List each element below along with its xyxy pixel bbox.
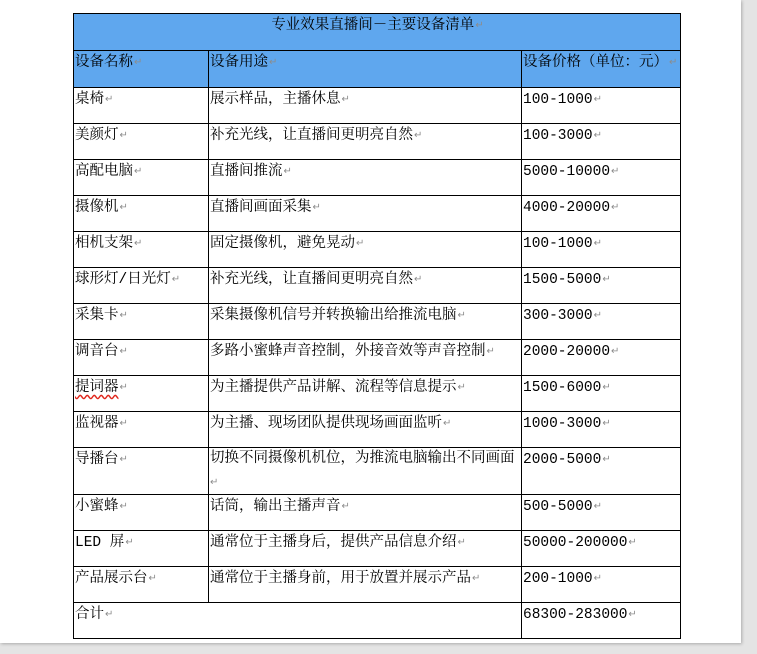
cell-purpose[interactable]	[209, 232, 522, 268]
cell-text: 导播台 ↵	[75, 452, 128, 468]
cell-purpose[interactable]	[209, 531, 522, 567]
cell-text: 100-1000 ↵	[523, 92, 602, 108]
cell-price[interactable]	[522, 304, 681, 340]
header-cell-price[interactable]	[522, 51, 681, 88]
cell-text: 直播间画面采集 ↵	[210, 200, 321, 216]
cell-text: 摄像机 ↵	[75, 200, 128, 216]
equipment-table	[73, 13, 681, 639]
cell-text: 为主播、现场团队提供现场画面监听 ↵	[210, 416, 451, 432]
cell-purpose[interactable]	[209, 88, 522, 124]
cell-purpose[interactable]	[209, 448, 522, 495]
cell-purpose[interactable]	[209, 160, 522, 196]
header-text: 设备价格（单位：元） ↵	[523, 55, 677, 71]
cell-text: 通常位于主播身后，提供产品信息介绍 ↵	[210, 535, 466, 551]
cell-text: 5000-10000 ↵	[523, 164, 619, 180]
cell-text: 小蜜蜂 ↵	[75, 499, 128, 515]
cell-equipment-name[interactable]	[74, 124, 209, 160]
cell-purpose[interactable]	[209, 340, 522, 376]
total-label: 合计 ↵	[75, 607, 113, 623]
table-row	[74, 124, 681, 160]
cell-text: 直播间推流 ↵	[210, 164, 292, 180]
table-row	[74, 268, 681, 304]
table-row	[74, 340, 681, 376]
header-row	[74, 51, 681, 88]
table-row	[74, 412, 681, 448]
table-row	[74, 376, 681, 412]
cell-text: 球形灯/日光灯 ↵	[75, 272, 180, 288]
cell-price[interactable]	[522, 340, 681, 376]
cell-equipment-name[interactable]	[74, 196, 209, 232]
table-row	[74, 196, 681, 232]
cell-text: 4000-20000 ↵	[523, 200, 619, 216]
table-row	[74, 448, 681, 495]
cell-price[interactable]	[522, 124, 681, 160]
cell-text: LED 屏 ↵	[75, 535, 134, 551]
cell-equipment-name[interactable]	[74, 412, 209, 448]
cell-equipment-name[interactable]	[74, 340, 209, 376]
cell-text: 调音台 ↵	[75, 344, 128, 360]
cell-equipment-name[interactable]	[74, 531, 209, 567]
cell-equipment-name[interactable]	[74, 268, 209, 304]
cell-text: 1500-6000 ↵	[523, 380, 611, 396]
table-row	[74, 531, 681, 567]
cell-text: 高配电脑 ↵	[75, 164, 142, 180]
cell-text: 1000-3000 ↵	[523, 416, 611, 432]
table-row	[74, 160, 681, 196]
cell-price[interactable]	[522, 448, 681, 495]
cell-text: 桌椅 ↵	[75, 92, 113, 108]
cell-purpose[interactable]	[209, 412, 522, 448]
cell-text: 采集摄像机信号并转换输出给推流电脑 ↵	[210, 308, 466, 324]
header-text: 设备用途 ↵	[210, 55, 277, 71]
total-price-cell[interactable]	[522, 603, 681, 639]
header-text: 设备名称 ↵	[75, 55, 142, 71]
table-row	[74, 304, 681, 340]
cell-text: 采集卡 ↵	[75, 308, 128, 324]
cell-text: 切换不同摄像机机位，为推流电脑输出不同画面 ↵	[210, 451, 521, 494]
cell-text: 展示样品，主播休息 ↵	[210, 92, 350, 108]
cell-price[interactable]	[522, 495, 681, 531]
cell-equipment-name[interactable]	[74, 88, 209, 124]
cell-text: 监视器 ↵	[75, 416, 128, 432]
cell-purpose[interactable]	[209, 268, 522, 304]
cell-text: 1500-5000 ↵	[523, 272, 611, 288]
cell-text: 话筒，输出主播声音 ↵	[210, 499, 350, 515]
table-title-cell[interactable]	[74, 14, 681, 51]
spelling-flagged-text: 提词器	[75, 380, 119, 396]
table-row	[74, 232, 681, 268]
total-price: 68300-283000 ↵	[523, 607, 637, 623]
cell-price[interactable]	[522, 160, 681, 196]
cell-text: 2000-5000 ↵	[523, 452, 611, 468]
cell-text: 多路小蜜蜂声音控制，外接音效等声音控制 ↵	[210, 344, 495, 360]
cell-text: 100-1000 ↵	[523, 236, 602, 252]
cell-text: 100-3000 ↵	[523, 128, 602, 144]
cell-text: 补充光线，让直播间更明亮自然 ↵	[210, 272, 422, 288]
cell-price[interactable]	[522, 88, 681, 124]
cell-price[interactable]	[522, 567, 681, 603]
cell-price[interactable]	[522, 376, 681, 412]
cell-price[interactable]	[522, 412, 681, 448]
cell-text: 2000-20000 ↵	[523, 344, 619, 360]
header-cell-name[interactable]	[74, 51, 209, 88]
cell-text: 美颜灯 ↵	[75, 128, 128, 144]
table-title: 专业效果直播间－主要设备清单 ↵	[271, 18, 483, 34]
cell-equipment-name[interactable]	[74, 232, 209, 268]
cell-text: 300-3000 ↵	[523, 308, 602, 324]
header-cell-purpose[interactable]	[209, 51, 522, 88]
total-label-cell[interactable]	[74, 603, 522, 639]
cell-text: 200-1000 ↵	[523, 571, 602, 587]
cell-equipment-name[interactable]	[74, 567, 209, 603]
cell-text: 500-5000 ↵	[523, 499, 602, 515]
cell-text: 50000-200000 ↵	[523, 535, 637, 551]
cell-price[interactable]	[522, 531, 681, 567]
cell-purpose[interactable]	[209, 376, 522, 412]
cell-equipment-name[interactable]	[74, 376, 209, 412]
cell-text-wrapper	[75, 380, 128, 396]
cell-price[interactable]	[522, 268, 681, 304]
table-row	[74, 88, 681, 124]
cell-purpose[interactable]	[209, 124, 522, 160]
table-row	[74, 495, 681, 531]
cell-purpose[interactable]	[209, 495, 522, 531]
table-row	[74, 567, 681, 603]
cell-purpose[interactable]	[209, 567, 522, 603]
cell-text: 为主播提供产品讲解、流程等信息提示 ↵	[210, 380, 466, 396]
cell-price[interactable]	[522, 232, 681, 268]
cell-text: 通常位于主播身前，用于放置并展示产品 ↵	[210, 571, 480, 587]
cell-price[interactable]	[522, 196, 681, 232]
cell-text: 相机支架 ↵	[75, 236, 142, 252]
cell-equipment-name[interactable]	[74, 304, 209, 340]
title-row	[74, 14, 681, 51]
cell-equipment-name[interactable]	[74, 160, 209, 196]
cell-text: 固定摄像机，避免晃动 ↵	[210, 236, 364, 252]
cell-equipment-name[interactable]	[74, 448, 209, 495]
cell-equipment-name[interactable]	[74, 495, 209, 531]
cell-text: 产品展示台 ↵	[75, 571, 157, 587]
cell-text: 补充光线，让直播间更明亮自然 ↵	[210, 128, 422, 144]
cell-purpose[interactable]	[209, 196, 522, 232]
cell-purpose[interactable]	[209, 304, 522, 340]
total-row	[74, 603, 681, 639]
